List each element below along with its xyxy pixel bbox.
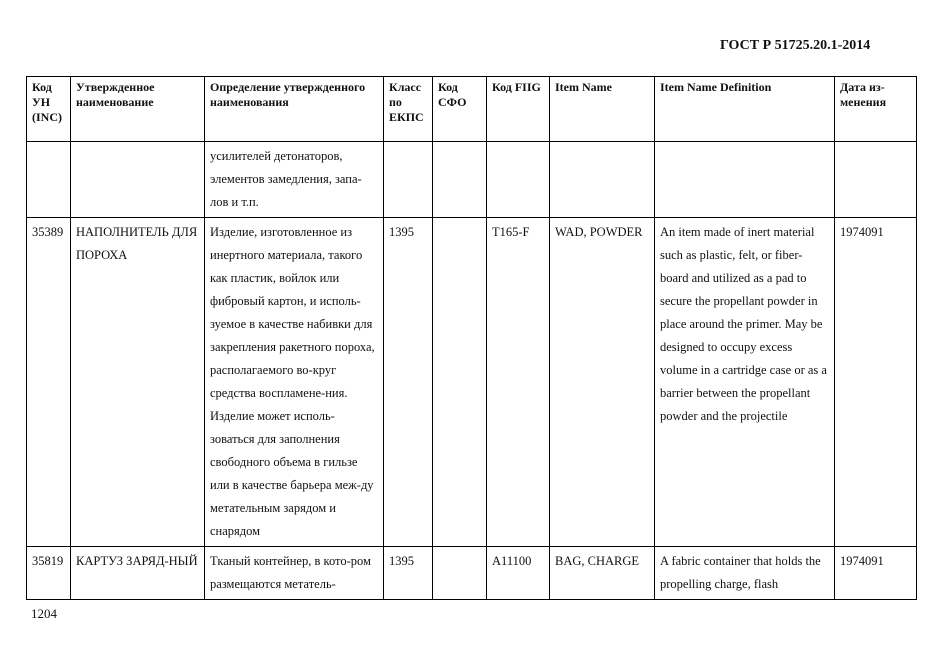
cell-name bbox=[71, 142, 205, 218]
cell-inc bbox=[27, 142, 71, 218]
column-header-change-date: Дата из-менения bbox=[835, 77, 917, 142]
page-number: 1204 bbox=[31, 606, 57, 621]
column-header-definition: Определение утвержденного наименования bbox=[205, 77, 384, 142]
cell-item-definition: An item made of inert material such as plastic, felt, or fiber-board and utilized as a pad to secure the propellant powder in place around the primer. May be designed to occupy excess volume in a cartridge case or as a barrier between the propellant powder and the projectile bbox=[655, 218, 835, 547]
cell-item-name: WAD, POWDER bbox=[550, 218, 655, 547]
column-header-inc: Код УН (INC) bbox=[27, 77, 71, 142]
table-row bbox=[27, 547, 917, 600]
cell-item-name bbox=[550, 142, 655, 218]
cell-class: 1395 bbox=[384, 218, 433, 547]
column-header-approved-name: Утвержденное наименование bbox=[71, 77, 205, 142]
cell-inc: 35389 bbox=[27, 218, 71, 547]
column-header-item-name: Item Name bbox=[550, 77, 655, 142]
cell-fiig: T165-F bbox=[487, 218, 550, 547]
column-header-item-definition: Item Name Definition bbox=[655, 77, 835, 142]
cell-fiig: A11100 bbox=[487, 547, 550, 600]
column-header-class: Класс по ЕКПС bbox=[384, 77, 433, 142]
cell-fiig bbox=[487, 142, 550, 218]
cell-definition: усилителей детонаторов, элементов замедления, запа-лов и т.п. bbox=[205, 142, 384, 218]
cell-class bbox=[384, 142, 433, 218]
cell-name: КАРТУЗ ЗАРЯД-НЫЙ bbox=[71, 547, 205, 600]
table-row bbox=[27, 142, 917, 218]
table-row bbox=[27, 218, 917, 547]
column-header-sfo: Код СФО bbox=[433, 77, 487, 142]
cell-definition: Тканый контейнер, в кото-ром размещаются метатель- bbox=[205, 547, 384, 600]
cell-date: 1974091 bbox=[835, 218, 917, 547]
cell-name: НАПОЛНИТЕЛЬ ДЛЯ ПОРОХА bbox=[71, 218, 205, 547]
cell-item-name: BAG, CHARGE bbox=[550, 547, 655, 600]
cell-date bbox=[835, 142, 917, 218]
cell-date: 1974091 bbox=[835, 547, 917, 600]
cell-sfo bbox=[433, 547, 487, 600]
cell-inc: 35819 bbox=[27, 547, 71, 600]
cell-sfo bbox=[433, 142, 487, 218]
cell-item-definition: A fabric container that holds the propelling charge, flash bbox=[655, 547, 835, 600]
cell-item-definition bbox=[655, 142, 835, 218]
table-header-row bbox=[27, 77, 917, 142]
cell-definition: Изделие, изготовленное из инертного материала, такого как пластик, войлок или фибровый картон, и исполь-зуемое в качестве набивки для закрепления ракетного пороха, располагаемого во-круг средства воспламене-ния. Изделие может исполь-зоваться для заполнения свободного объема в гильзе или в качестве барьера меж-ду метательным зарядом и снарядом bbox=[205, 218, 384, 547]
column-header-fiig: Код FIIG bbox=[487, 77, 550, 142]
cell-sfo bbox=[433, 218, 487, 547]
cell-class: 1395 bbox=[384, 547, 433, 600]
nomenclature-table bbox=[26, 76, 917, 600]
document-header: ГОСТ Р 51725.20.1-2014 bbox=[720, 38, 871, 53]
